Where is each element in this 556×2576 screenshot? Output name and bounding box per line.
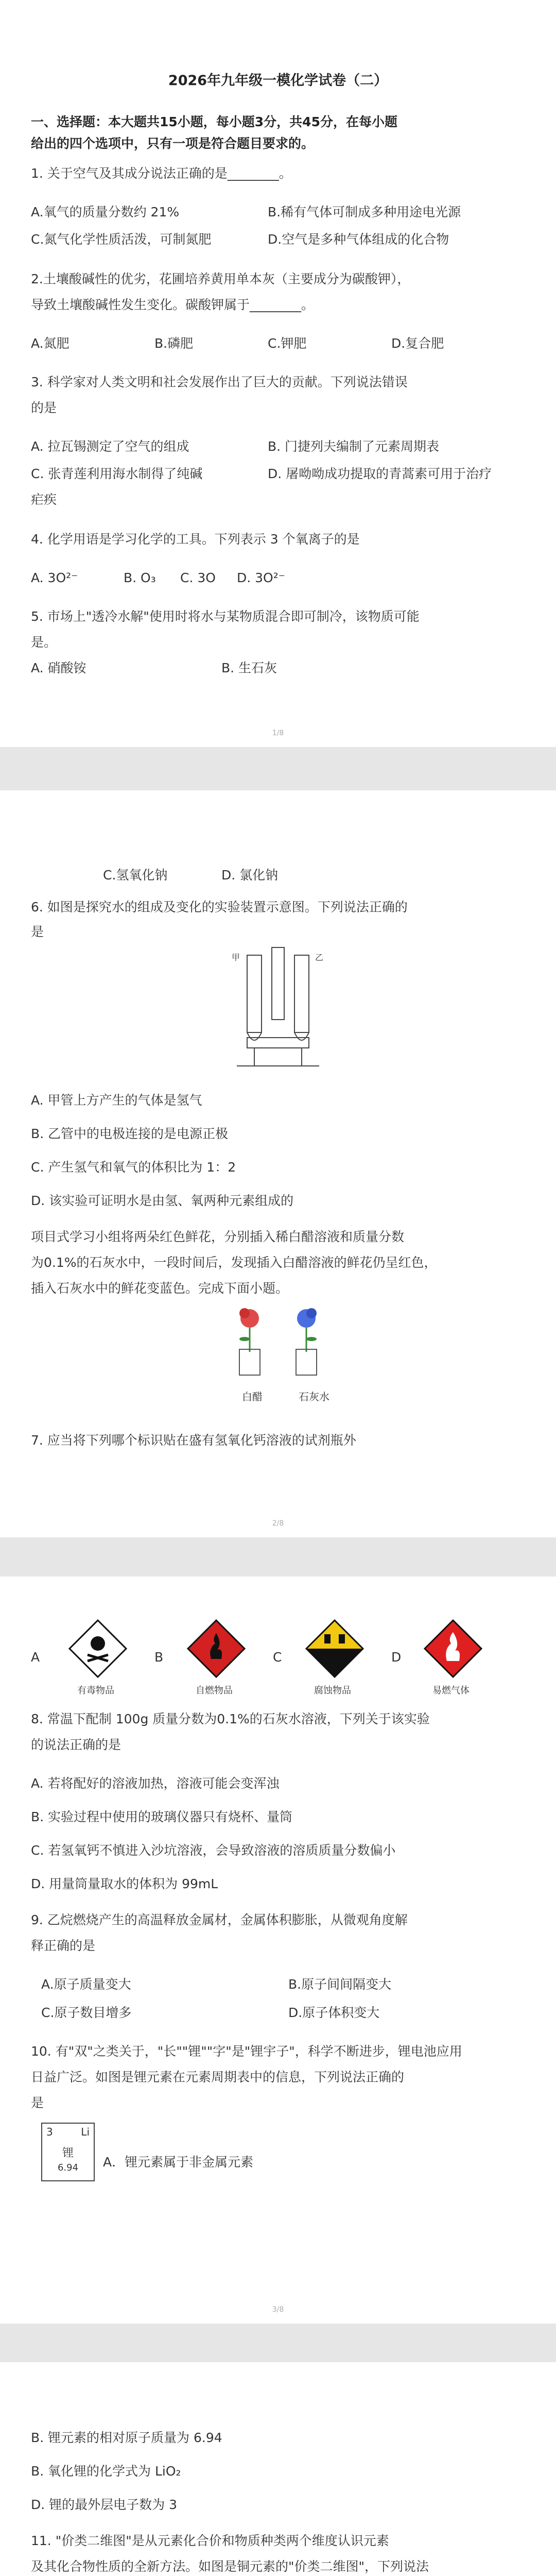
section-header: 一、选择题：本大题共15小题，每小题3分，共45分，在每小题	[31, 114, 397, 129]
q6-stem-2: 是	[31, 924, 44, 939]
q10-option-a: A．锂元素属于非金属元素	[103, 2155, 254, 2170]
q4-stem: 4. 化学用语是学习化学的工具。下列表示 3 个氧离子的是	[31, 532, 360, 547]
q8-stem: 8. 常温下配制 100g 质量分数为0.1%的石灰水溶液，下列关于该实验	[31, 1711, 430, 1726]
q9-option-b: B.原子间间隔变大	[288, 1977, 392, 1992]
q6-option-c: C. 产生氢气和氧气的体积比为 1：2	[31, 1160, 236, 1175]
q4-option-d: D. 3O²⁻	[237, 570, 285, 585]
q10-stem-3: 是	[31, 2095, 44, 2110]
q6-stem: 6. 如图是探究水的组成及变化的实验装置示意图。下列说法正确的	[31, 900, 408, 914]
q9-stem: 9. 乙烷燃烧产生的高温释放金属材，金属体积膨胀，从微观角度解	[31, 1912, 408, 1927]
page-1	[0, 0, 556, 747]
section-header-2: 给出的四个选项中，只有一项是符合题目要求的。	[31, 136, 315, 151]
q5-option-a: A. 硝酸铵	[31, 660, 86, 675]
q10-stem: 10. 有"双"之类关于，"长""锂""字"是"锂宇子"，科学不断进步，锂电池应用	[31, 2044, 462, 2059]
q10-option-d: D. 锂的最外层电子数为 3	[31, 2497, 177, 2512]
page-4	[0, 2362, 556, 2576]
sign-label-corrosive: 腐蚀物品	[314, 1685, 351, 1696]
figure-label-limewater: 石灰水	[299, 1391, 329, 1403]
q2-option-b: B.磷肥	[154, 336, 194, 351]
page-number: 2/8	[272, 1519, 284, 1528]
q2-stem: 2.土壤酸碱性的优劣，花圃培养黄用单本灰（主要成分为碳酸钾），	[31, 272, 410, 286]
page-3	[0, 1577, 556, 2324]
passage-line-1: 项目式学习小组将两朵红色鲜花，分别插入稀白醋溶液和质量分数	[31, 1229, 405, 1244]
q9-option-d: D.原子体积变大	[288, 2005, 380, 2020]
q7-option-d: D	[391, 1650, 402, 1665]
flowers-figure	[216, 1300, 340, 1388]
q6-option-a: A. 甲管上方产生的气体是氢气	[31, 1093, 202, 1108]
q4-option-b: B. O₃	[124, 570, 156, 585]
page-number: 1/8	[272, 729, 284, 737]
q2-stem-2: 导致土壤酸碱性发生变化。碳酸钾属于________。	[31, 297, 315, 312]
q3-stem: 3. 科学家对人类文明和社会发展作出了巨大的贡献。下列说法错误	[31, 375, 408, 389]
q4-option-c: C. 3O	[180, 570, 216, 585]
q4-option-a: A. 3O²⁻	[31, 570, 78, 585]
q8-option-a: A. 若将配好的溶液加热，溶液可能会变浑浊	[31, 1776, 280, 1791]
hazard-sign-corrosive	[304, 1618, 366, 1680]
electrolysis-apparatus-figure	[227, 945, 329, 1074]
hazard-sign-toxic	[67, 1618, 129, 1680]
hazard-sign-flammable-gas	[422, 1618, 484, 1680]
svg-text:甲: 甲	[232, 953, 240, 962]
q8-option-d: D. 用量筒量取水的体积为 99mL	[31, 1876, 218, 1891]
q9-stem-2: 释正确的是	[31, 1938, 96, 1953]
exam-title: 2026年九年级一模化学试卷（二）	[168, 73, 388, 89]
q3-option-d-2: 疟疾	[31, 492, 57, 507]
sign-label-flammable-solid: 自燃物品	[196, 1685, 233, 1696]
figure-label-vinegar: 白醋	[242, 1391, 263, 1403]
q7-option-b: B	[154, 1650, 164, 1665]
atomic-number: 3	[46, 2126, 53, 2138]
q3-option-b: B. 门捷列夫编制了元素周期表	[268, 439, 440, 454]
q6-option-b: B. 乙管中的电极连接的是电源正极	[31, 1126, 229, 1141]
q6-option-d: D. 该实验可证明水是由氢、氧两种元素组成的	[31, 1193, 294, 1208]
page-number: 3/8	[272, 2306, 284, 2314]
page-2	[0, 790, 556, 1537]
q1-option-a: A.氧气的质量分数约 21%	[31, 205, 180, 219]
q9-option-a: A.原子质量变大	[41, 1977, 131, 1992]
q5-stem-2: 是。	[31, 635, 57, 650]
q1-option-c: C.氮气化学性质活泼，可制氮肥	[31, 232, 212, 247]
q7-option-c: C	[273, 1650, 282, 1665]
q3-stem-2: 的是	[31, 400, 57, 415]
q5-stem: 5. 市场上"透冷水解"使用时将水与某物质混合即可制冷，该物质可能	[31, 609, 420, 624]
q11-stem: 11. "价类二维图"是从元素化合价和物质种类两个维度认识元素	[31, 2533, 389, 2548]
q5-option-c: C.氢氧化钠	[103, 868, 168, 883]
element-cell-lithium	[41, 2123, 95, 2181]
q2-option-a: A.氮肥	[31, 336, 70, 351]
q10-stem-2: 日益广泛。如图是锂元素在元素周期表中的信息，下列说法正确的	[31, 2070, 405, 2084]
q2-option-d: D.复合肥	[391, 336, 444, 351]
q11-stem-2: 及其化合物性质的全新方法。如图是铜元素的"价类二维图"，下列说法	[31, 2559, 429, 2574]
q1-stem: 1. 关于空气及其成分说法正确的是________。	[31, 166, 292, 181]
atomic-mass: 6.94	[57, 2162, 79, 2173]
q7-stem: 7. 应当将下列哪个标识贴在盛有氢氧化钙溶液的试剂瓶外	[31, 1433, 356, 1448]
q3-option-a: A. 拉瓦锡测定了空气的组成	[31, 439, 189, 454]
element-name: 锂	[62, 2147, 74, 2160]
q3-option-d: D. 屠呦呦成功提取的青蒿素可用于治疗	[268, 466, 492, 481]
sign-label-flammable-gas: 易燃气体	[432, 1685, 470, 1696]
hazard-sign-flammable-solid	[185, 1618, 247, 1680]
q2-option-c: C.钾肥	[268, 336, 307, 351]
q9-option-c: C.原子数目增多	[41, 2005, 132, 2020]
passage-line-3: 插入石灰水中的鲜花变蓝色。完成下面小题。	[31, 1281, 289, 1296]
q1-option-d: D.空气是多种气体组成的化合物	[268, 232, 449, 247]
q3-option-c: C. 张青莲利用海水制得了纯碱	[31, 466, 203, 481]
q7-option-a: A	[31, 1650, 40, 1665]
q10-option-c: B. 氧化锂的化学式为 LiO₂	[31, 2464, 181, 2479]
svg-text:乙: 乙	[315, 953, 324, 962]
passage-line-2: 为0.1%的石灰水中，一段时间后，发现插入白醋溶液的鲜花仍呈红色，	[31, 1255, 437, 1270]
element-symbol: Li	[81, 2126, 90, 2138]
sign-label-toxic: 有毒物品	[77, 1685, 114, 1696]
q8-stem-2: 的说法正确的是	[31, 1737, 121, 1752]
q10-option-b: B. 锂元素的相对原子质量为 6.94	[31, 2430, 222, 2445]
q1-option-b: B.稀有气体可制成多种用途电光源	[268, 205, 461, 219]
q8-option-b: B. 实验过程中使用的玻璃仪器只有烧杯、量筒	[31, 1809, 293, 1824]
q8-option-c: C. 若氢氧钙不慎进入沙坑溶液，会导致溶液的溶质质量分数偏小	[31, 1843, 396, 1858]
q5-option-b: B. 生石灰	[221, 660, 277, 675]
q5-option-d: D. 氯化钠	[221, 868, 279, 883]
